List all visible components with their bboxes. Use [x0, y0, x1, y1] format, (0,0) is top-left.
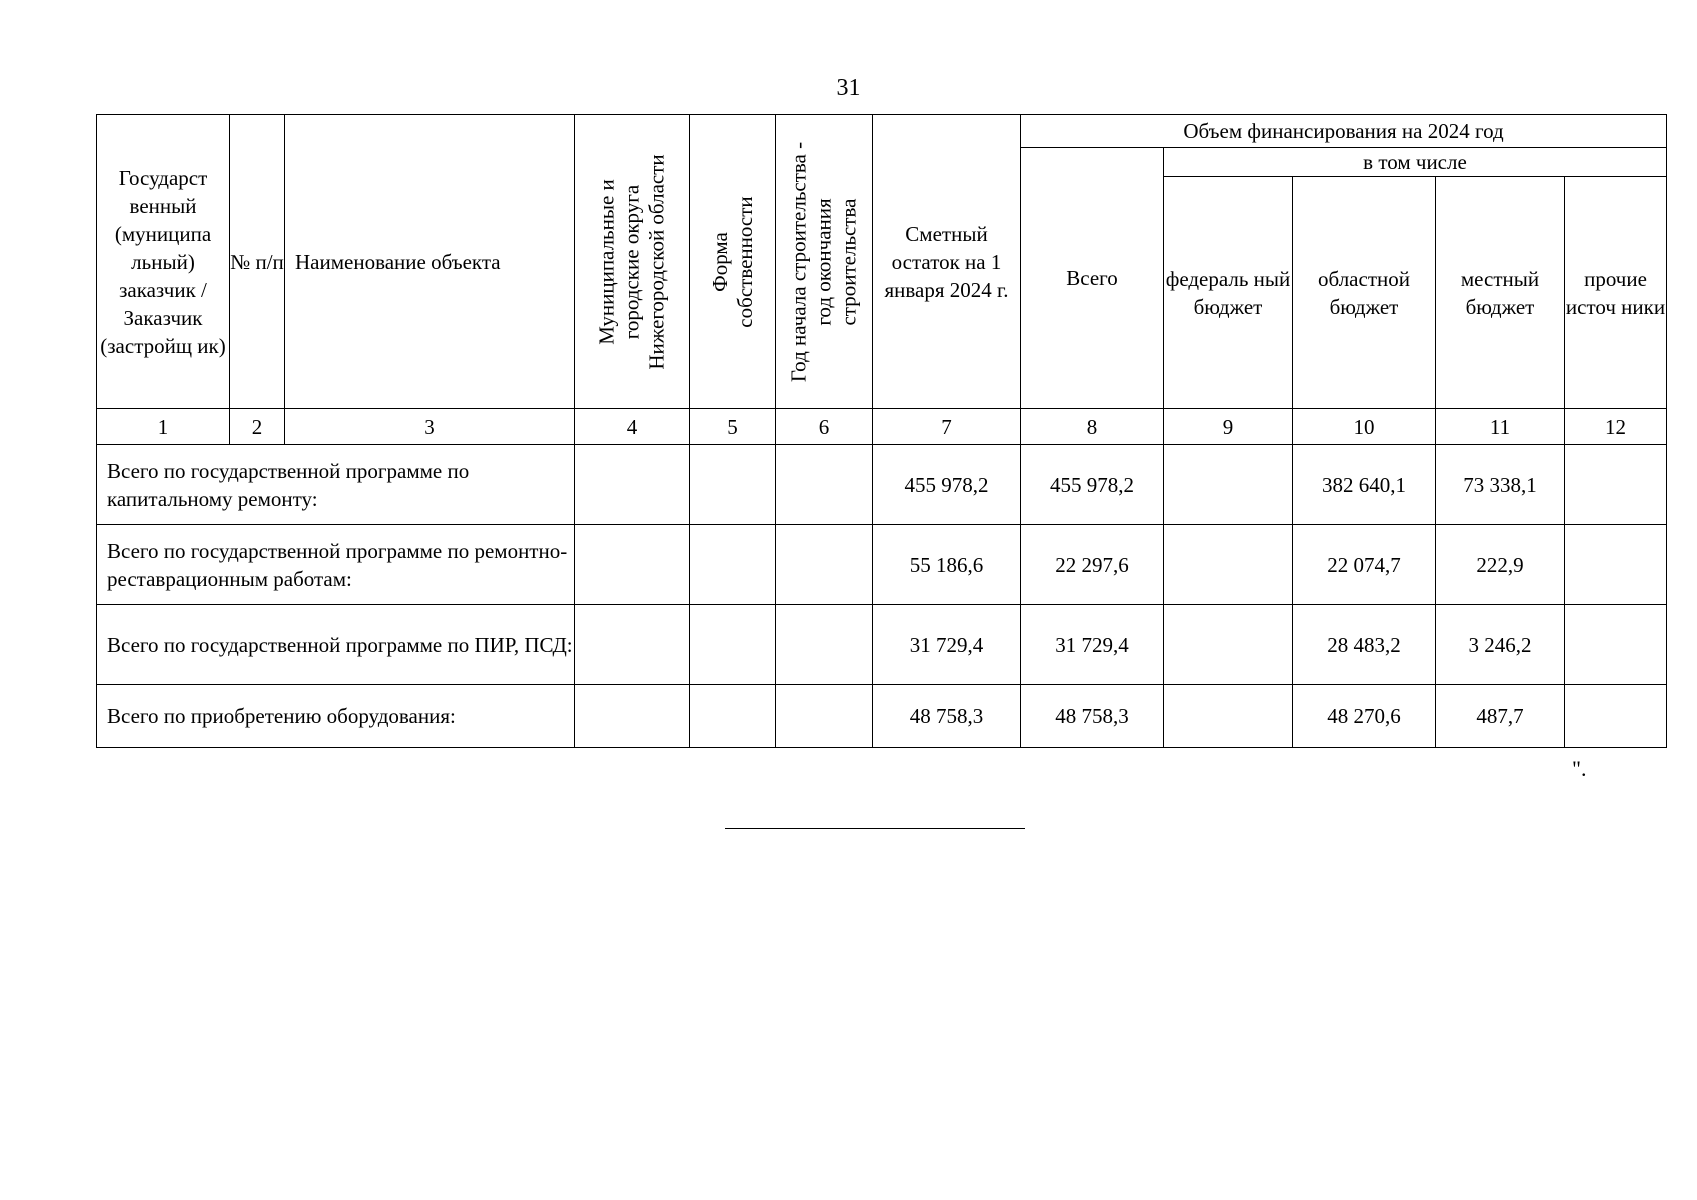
cell-construction-years [776, 525, 873, 605]
header-ownership-line-1: Форма [707, 231, 732, 292]
header-estimated-balance: Сметный остаток на 1 января 2024 г. [873, 115, 1021, 409]
cell-regional: 28 483,2 [1293, 605, 1436, 685]
cell-total: 455 978,2 [1021, 445, 1164, 525]
cell-municipal [575, 685, 690, 748]
cell-total: 48 758,3 [1021, 685, 1164, 748]
table-row [97, 445, 1667, 525]
cell-federal [1164, 445, 1293, 525]
column-number-row [97, 409, 1667, 445]
cell-estimated-balance: 48 758,3 [873, 685, 1021, 748]
column-number: 10 [1293, 409, 1436, 445]
header-ownership [690, 115, 776, 409]
page-number: 31 [836, 75, 861, 101]
header-local: местный бюджет [1436, 177, 1565, 409]
cell-ownership [690, 605, 776, 685]
cell-regional: 48 270,6 [1293, 685, 1436, 748]
header-customer: Государст венный (муниципа льный) заказчик / Заказчик (застройщ ик) [97, 115, 230, 409]
column-number: 5 [690, 409, 776, 445]
row-label: Всего по государственной программе по ПИР, ПСД: [97, 605, 575, 685]
header-regional: областной бюджет [1293, 177, 1436, 409]
cell-regional: 382 640,1 [1293, 445, 1436, 525]
column-number: 12 [1565, 409, 1667, 445]
cell-local: 73 338,1 [1436, 445, 1565, 525]
cell-local: 3 246,2 [1436, 605, 1565, 685]
cell-ownership [690, 525, 776, 605]
cell-local: 222,9 [1436, 525, 1565, 605]
cell-regional: 22 074,7 [1293, 525, 1436, 605]
row-label: Всего по государственной программе по ремонтно-реставрационным работам: [97, 525, 575, 605]
table-row [97, 525, 1667, 605]
cell-local: 487,7 [1436, 685, 1565, 748]
cell-total: 31 729,4 [1021, 605, 1164, 685]
header-financing-group: Объем финансирования на 2024 год [1021, 115, 1667, 148]
column-number: 8 [1021, 409, 1164, 445]
cell-other [1565, 685, 1667, 748]
cell-municipal [575, 605, 690, 685]
column-number: 1 [97, 409, 230, 445]
cell-federal [1164, 605, 1293, 685]
cell-other [1565, 525, 1667, 605]
column-number: 6 [776, 409, 873, 445]
header-construction-line-3: строительства [836, 198, 861, 326]
header-total: Всего [1021, 148, 1164, 409]
cell-construction-years [776, 445, 873, 525]
cell-municipal [575, 445, 690, 525]
cell-construction-years [776, 685, 873, 748]
table-row [97, 605, 1667, 685]
cell-ownership [690, 445, 776, 525]
column-number: 9 [1164, 409, 1293, 445]
closing-quote-mark: ". [1572, 756, 1587, 781]
header-number: № п/п [230, 115, 285, 409]
header-municipal [575, 115, 690, 409]
table-row [97, 685, 1667, 748]
column-number: 4 [575, 409, 690, 445]
column-number: 7 [873, 409, 1021, 445]
column-number: 3 [285, 409, 575, 445]
row-label: Всего по приобретению оборудования: [97, 685, 575, 748]
cell-other [1565, 445, 1667, 525]
cell-total: 22 297,6 [1021, 525, 1164, 605]
cell-other [1565, 605, 1667, 685]
cell-federal [1164, 685, 1293, 748]
column-number: 11 [1436, 409, 1565, 445]
header-other: прочие источ ники [1565, 177, 1667, 409]
header-construction-line-1: Год начала строительства - [786, 141, 811, 382]
column-number: 2 [230, 409, 285, 445]
closing-divider-line [725, 828, 1025, 829]
cell-federal [1164, 525, 1293, 605]
cell-ownership [690, 685, 776, 748]
row-label: Всего по государственной программе по капитальному ремонту: [97, 445, 575, 525]
header-municipal-line-1: Муниципальные и [594, 178, 619, 345]
header-municipal-line-3: Нижегородской области [644, 153, 669, 370]
header-ownership-line-2: собственности [732, 195, 757, 328]
cell-municipal [575, 525, 690, 605]
cell-estimated-balance: 55 186,6 [873, 525, 1021, 605]
cell-estimated-balance: 455 978,2 [873, 445, 1021, 525]
header-construction-years [776, 115, 873, 409]
cell-estimated-balance: 31 729,4 [873, 605, 1021, 685]
cell-construction-years [776, 605, 873, 685]
header-object-name: Наименование объекта [285, 115, 575, 409]
header-including: в том числе [1164, 148, 1667, 177]
financing-table [96, 114, 1667, 748]
header-federal: федераль ный бюджет [1164, 177, 1293, 409]
header-municipal-line-2: городские округа [619, 184, 644, 339]
header-construction-line-2: год окончания [811, 197, 836, 326]
